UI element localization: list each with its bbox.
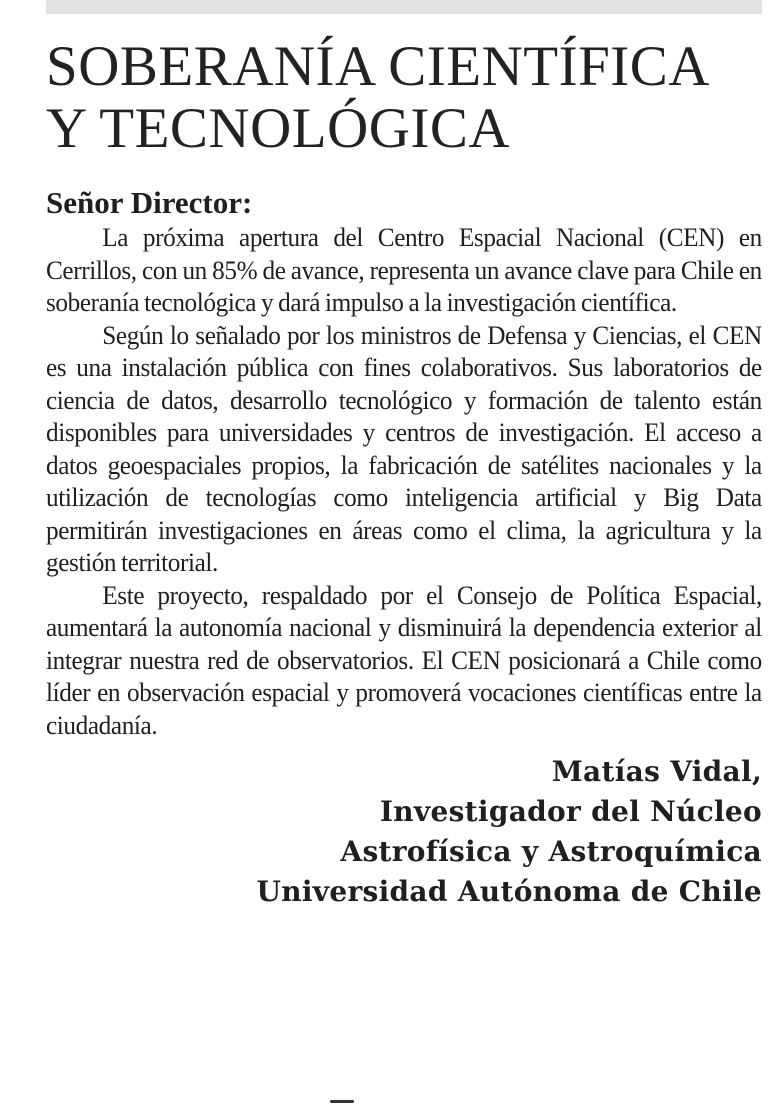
headline-line-1: SOBERANÍA CIENTÍFICA [46,35,710,98]
headline-line-2: Y TECNOLÓGICA [46,97,511,160]
signature-institution: Universidad Autónoma de Chile [256,875,762,908]
salutation: Señor Director: [46,185,253,220]
letter-article [46,36,762,912]
top-divider-bar [46,0,762,14]
paragraph-3: Este proyecto, respaldado por el Consejo de Política Espacial, aumentará la autonomía nacional y disminuirá la dependencia exterior al integrar nuestra red de observatorios. El CEN posicionará a Chile como líder en observación espacial y promoverá vocaciones científicas entre la ciudadanía. [46,580,762,740]
paragraph-1: La próxima apertura del Centro Espacial Nacional (CEN) en Cerrillos, con un 85% de avance, representa un avance clave para Chile en soberanía tecnológica y dará impulso a la investigación científica. [46,223,762,317]
cut-off-next-article-mark [330,1100,354,1103]
signature-unit: Astrofísica y Astroquímica [340,835,762,868]
letter-body [46,222,762,742]
signature-name: Matías Vidal, [551,755,762,788]
signature-block [46,752,762,912]
headline [46,36,762,160]
paragraph-2: Según lo señalado por los ministros de Defensa y Ciencias, el CEN es una instalación pública con fines colaborativos. Sus laboratorios de ciencia de datos, desarrollo tecnológico y formación de talento están disponibles para universidades y centros de investigación. El acceso a datos geoespaciales propios, la fabricación de satélites nacionales y la utilización de tecnologías como inteligencia artificial y Big Data permitirán investigaciones en áreas como el clima, la agricultura y la gestión territorial. [46,320,762,577]
signature-role: Investigador del Núcleo [379,795,762,828]
